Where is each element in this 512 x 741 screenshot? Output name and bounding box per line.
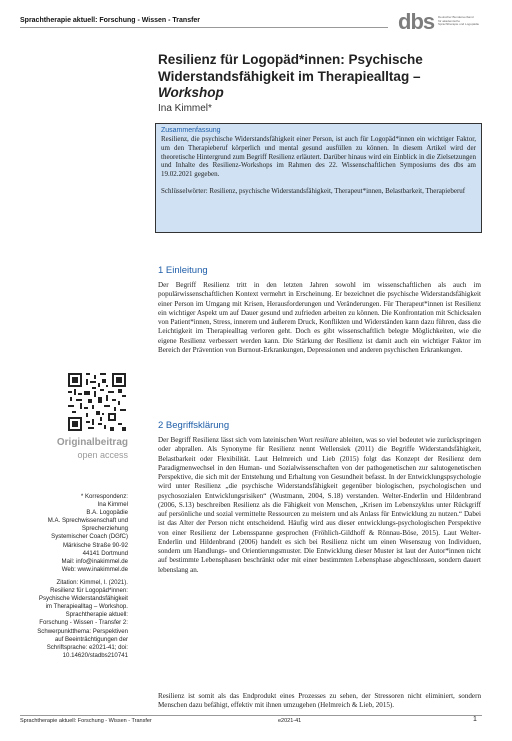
citation-line: Schwerpunktthema: Perspektiven [37, 627, 128, 635]
citation-doi-link[interactable]: 10.14620/stadbs210741 [62, 651, 128, 659]
article-title-emphasis: Workshop [158, 85, 224, 100]
section-text-begriffsklaerung: Der Begriff Resilienz lässt sich vom lateinischen Wort resiliare ableiten, was so viel bedeutet wie zurückspringen oder abprallen. Als Synonyme für Resilienz nennt Wellensiek (2011) die Begriffe Widerstandsfähigkeit, Belastbarkeit oder Flexibilität. Laut Helmreich und Lieb (2015) folgt das Konzept der Resilienz dem Paradigmenwechsel in den Human- und Sozialwissenschaften von der pathogenetischen zur salutogenetischen Perspektive, die sich mit der Entstehung und Erhaltung von Gesundheit befasst. In der Entwicklungspsychologie wird unter Resilienz „die psychische Widerstandsfähigkeit gegenüber biologischen, psychologischen und psychosozialen Entwicklungsrisiken“ (Wustmann, 2004, S.18) verstanden. Welter-Enderlin und Hildenbrand (2006, S.13) beschreiben Resilienz als die Fähigkeit von Menschen, „Krisen im Lebenszyklus unter Rückgriff auf persönliche und sozial vermittelte Ressourcen zu meistern und als Anlass für Entwicklung zu nutzen.“ Dabei ist das Alter der Person nicht entscheidend. Häufig wird aus dieser entwicklungs-psychologischen Perspektive von einer Resilienz der Lebensspanne gesprochen (Fröhlich-Gildhoff & Rönnau-Böse, 2015). Laut Welter-Enderlin und Hildenbrand (2006) handelt es sich bei Resilienz nicht um einen Wesenszug von Individuen, sondern um Handlungs- und Orientierungsmuster. Die Entwicklung dieser Muster ist laut der Autor*innen nicht auf bestimmte Lebensphasen beschränkt oder mit einer bestimmten Lebensphase abgeschlossen, sondern dauert lebenslang an. [158, 436, 481, 574]
logo-wordmark: dbs [398, 9, 435, 34]
correspondence-email-link[interactable]: Mail: info@inakimmel.de [61, 557, 128, 565]
correspondence-web-link[interactable]: Web: www.inakimmel.de [61, 565, 128, 573]
section-heading-begriffsklaerung: 2 Begriffsklärung [158, 420, 230, 431]
article-author: Ina Kimmel* [158, 103, 212, 114]
logo-subtitle: Deutscher Bundesverband für akademische Sprachtherapie und Logopädie [438, 15, 480, 27]
correspondence-line: B.A. Logopädie [86, 509, 128, 517]
originalbeitrag-label: Originalbeitrag [56, 437, 128, 448]
abstract-keywords: Schlüsselwörter: Resilienz, psychische Widerstandsfähigkeit, Therapeut*innen, Belastbarkeit, Therapieberuf [161, 186, 466, 195]
abstract-heading: Zusammenfassung [161, 127, 221, 134]
correspondence-heading: * Korrespondenz: [80, 493, 128, 500]
correspondence-line: Sprecherziehung [81, 525, 128, 533]
open-access-label: open access [77, 450, 128, 460]
section-heading-einleitung: 1 Einleitung [158, 265, 208, 276]
citation-line: Resilienz für Logopäd*innen: [50, 587, 128, 595]
latin-term: resiliare [314, 436, 338, 444]
correspondence-line: 44141 Dortmund [82, 549, 128, 557]
header-divider [20, 27, 388, 28]
correspondence-line: Ina Kimmel [97, 501, 128, 509]
page-number: 1 [473, 716, 477, 723]
journal-title: Sprachtherapie aktuell: Forschung - Wissen - Transfer [20, 17, 201, 24]
citation-block [20, 579, 128, 660]
correspondence-block [20, 493, 128, 574]
citation-line: auf Beeinträchtigungen der [54, 635, 128, 643]
citation-line: Schriftsprache: e2021-41; doi: [46, 643, 128, 651]
citation-line: Sprachtherapie aktuell: [65, 611, 128, 619]
section-text-einleitung: Der Begriff Resilienz tritt in den letzten Jahren sowohl im wissenschaftlichen als auch im populärwissenschaftlichen Kontext vermehrt in Erscheinung. Er bezeichnet die psychische Widerstandsfähigkeit einer Person im Umgang mit Krisen, Herausforderungen und Veränderungen. Für Therapeut*innen ist Resilienz ein wichtiger Aspekt um auf Dauer gesund und zufrieden arbeiten zu können. Die Konfrontation mit Schicksalen von Patient*innen, Stress, innerem und äußerem Druck, Konflikten und Widerständen kann dazu führen, dass die Leichtigkeit im Therapiealltag verloren geht. Doch es gibt wissenschaftlich belegte Möglichkeiten, wie die eigene Resilienz verbessert werden kann. Die Stärkung der Resilienz ist damit auch ein wichtiger Faktor im Bereich der Prävention von Burnout-Erkrankungen, Depressionen und anderen psychischen Erkrankungen. [158, 281, 481, 354]
footer-divider [20, 715, 482, 716]
correspondence-line: Märkische Straße 90-92 [62, 541, 128, 549]
abstract-box [155, 123, 482, 233]
citation-line: Psychische Widerstandsfähigkeit [38, 595, 128, 603]
section-text-conclusion: Resilienz ist somit als das Endprodukt eines Prozesses zu sehen, der Stressoren nicht eliminiert, sondern Menschen dazu befähigt, effektiv mit ihnen umzugehen (Helmreich & Lieb, 2015). [158, 692, 481, 710]
footer-journal-title: Sprachtherapie aktuell: Forschung - Wissen - Transfer [20, 718, 152, 724]
footer-article-id: e2021-41 [278, 718, 302, 724]
abstract-text: Resilienz, die psychische Widerstandsfähigkeit einer Person, ist auch für Logopäd*innen ein wichtiger Faktor, um den Therapieberuf körperlich und mental gesund ausfüllen zu können. In diesem Artikel wird der theoretische Hintergrund zum Begriff Resilienz erläutert. Darüber hinaus wird ein Einblick in die Zielsetzungen und Inhalte des Resilienz-Workshops im Rahmen des 22. Wissenschaftlichen Symposiums des dbs am 19.02.2021 gegeben. [161, 135, 476, 179]
correspondence-line: M.A. Sprechwissenschaft und [47, 517, 128, 525]
dbs-logo [398, 10, 494, 38]
qr-code-icon[interactable] [68, 373, 126, 431]
citation-line: Forschung - Wissen - Transfer 2: [39, 619, 128, 627]
citation-heading: Zitation: Kimmel, I. (2021). [56, 579, 128, 586]
citation-line: im Therapiealltag – Workshop. [45, 603, 128, 611]
article-title: Resilienz für Logopäd*innen: Psychische Widerstandsfähigkeit im Therapiealltag – Workshop [158, 52, 423, 100]
correspondence-line: Systemischer Coach (DGfC) [51, 533, 128, 541]
